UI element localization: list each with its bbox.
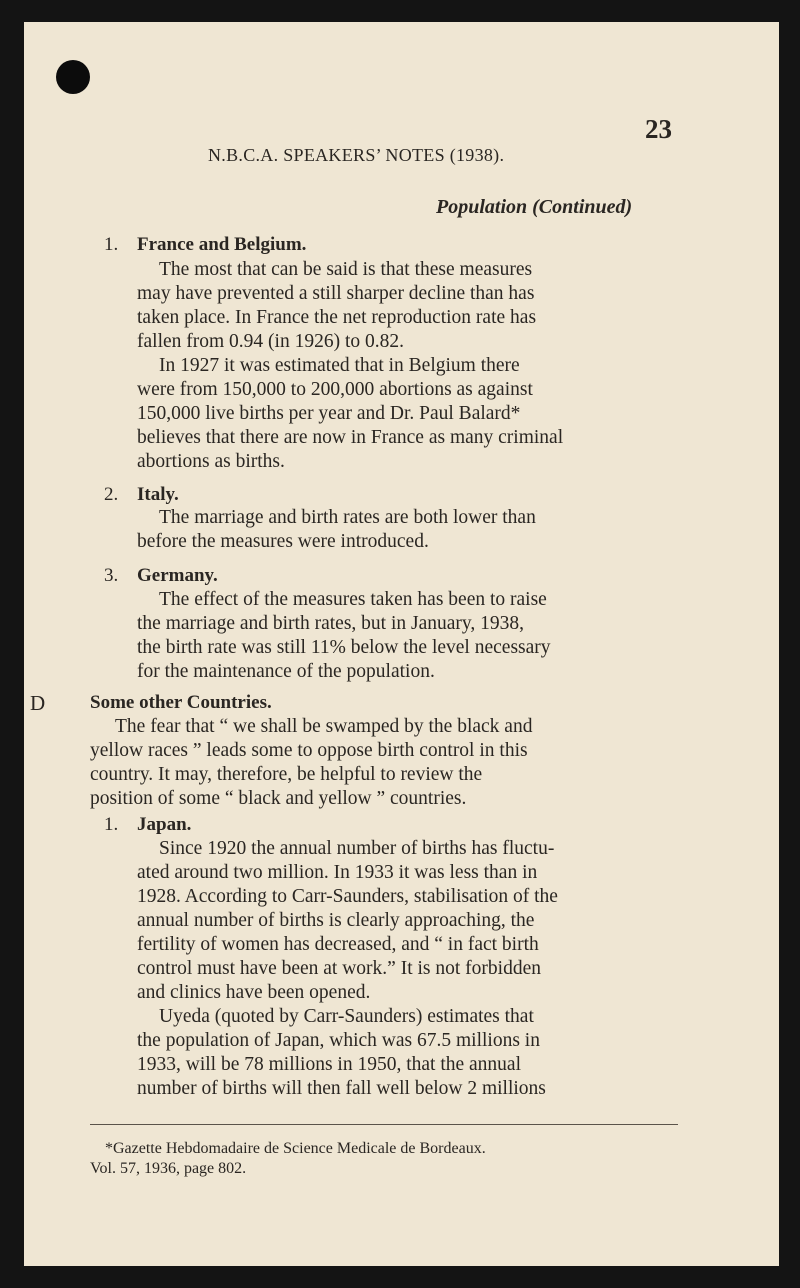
heading-some-other-countries: Some other Countries. — [90, 692, 272, 713]
text-line: country. It may, therefore, be helpful to review the — [90, 764, 483, 785]
heading-japan: Japan. — [137, 814, 192, 835]
text-line: fallen from 0.94 (in 1926) to 0.82. — [137, 331, 404, 352]
text-line: fertility of women has decreased, and “ in fact birth — [137, 934, 539, 955]
footnote-divider — [90, 1124, 678, 1125]
text-line: abortions as births. — [137, 451, 285, 472]
text-line: The effect of the measures taken has been to raise — [159, 589, 547, 610]
text-line: position of some “ black and yellow ” countries. — [90, 788, 467, 809]
heading-germany: Germany. — [137, 565, 218, 586]
item-number-germany: 3. — [104, 565, 119, 586]
text-line: the marriage and birth rates, but in January, 1938, — [137, 613, 524, 634]
text-line: Uyeda (quoted by Carr-Saunders) estimates that — [159, 1006, 534, 1027]
page-number: 23 — [645, 114, 672, 144]
footnote-line: Vol. 57, 1936, page 802. — [90, 1160, 247, 1177]
text-line: believes that there are now in France as many criminal — [137, 427, 564, 448]
item-number-france: 1. — [104, 234, 119, 255]
text-line: ated around two million. In 1933 it was less than in — [137, 862, 538, 883]
section-subheading: Population (Continued) — [436, 196, 633, 218]
text-line: the birth rate was still 11% below the level necessary — [137, 637, 551, 658]
heading-italy: Italy. — [137, 484, 179, 505]
text-line: the population of Japan, which was 67.5 millions in — [137, 1030, 540, 1051]
text-line: taken place. In France the net reproduction rate has — [137, 307, 537, 328]
text-line: Since 1920 the annual number of births has fluctu- — [159, 838, 555, 859]
text-line: may have prevented a still sharper decline than has — [137, 283, 535, 304]
text-line: for the maintenance of the population. — [137, 661, 435, 682]
text-line: before the measures were introduced. — [137, 531, 429, 552]
text-line: 1928. According to Carr-Saunders, stabilisation of the — [137, 886, 558, 907]
item-number-japan: 1. — [104, 814, 119, 835]
text-line: The marriage and birth rates are both lower than — [159, 507, 536, 528]
text-line: In 1927 it was estimated that in Belgium there — [159, 355, 520, 376]
footnote-line: *Gazette Hebdomadaire de Science Medicale de Bordeaux. — [105, 1140, 486, 1157]
text-line: 1933, will be 78 millions in 1950, that the annual — [137, 1054, 522, 1075]
section-letter-d: D — [30, 691, 46, 715]
text-line: control must have been at work.” It is not forbidden — [137, 958, 541, 979]
text-line: number of births will then fall well below 2 millions — [137, 1078, 546, 1099]
text-line: were from 150,000 to 200,000 abortions as against — [137, 379, 533, 400]
text-line: The fear that “ we shall be swamped by the black and — [115, 716, 533, 737]
heading-france-belgium: France and Belgium. — [137, 234, 307, 255]
text-line: yellow races ” leads some to oppose birth control in this — [90, 740, 528, 761]
text-line: 150,000 live births per year and Dr. Paul Balard* — [137, 403, 521, 424]
punch-hole — [56, 60, 90, 94]
text-line: and clinics have been opened. — [137, 982, 371, 1003]
text-line: The most that can be said is that these measures — [159, 259, 533, 280]
item-number-italy: 2. — [104, 484, 119, 505]
running-header: N.B.C.A. SPEAKERS’ NOTES (1938). — [208, 145, 505, 165]
text-line: annual number of births is clearly approaching, the — [137, 910, 535, 931]
